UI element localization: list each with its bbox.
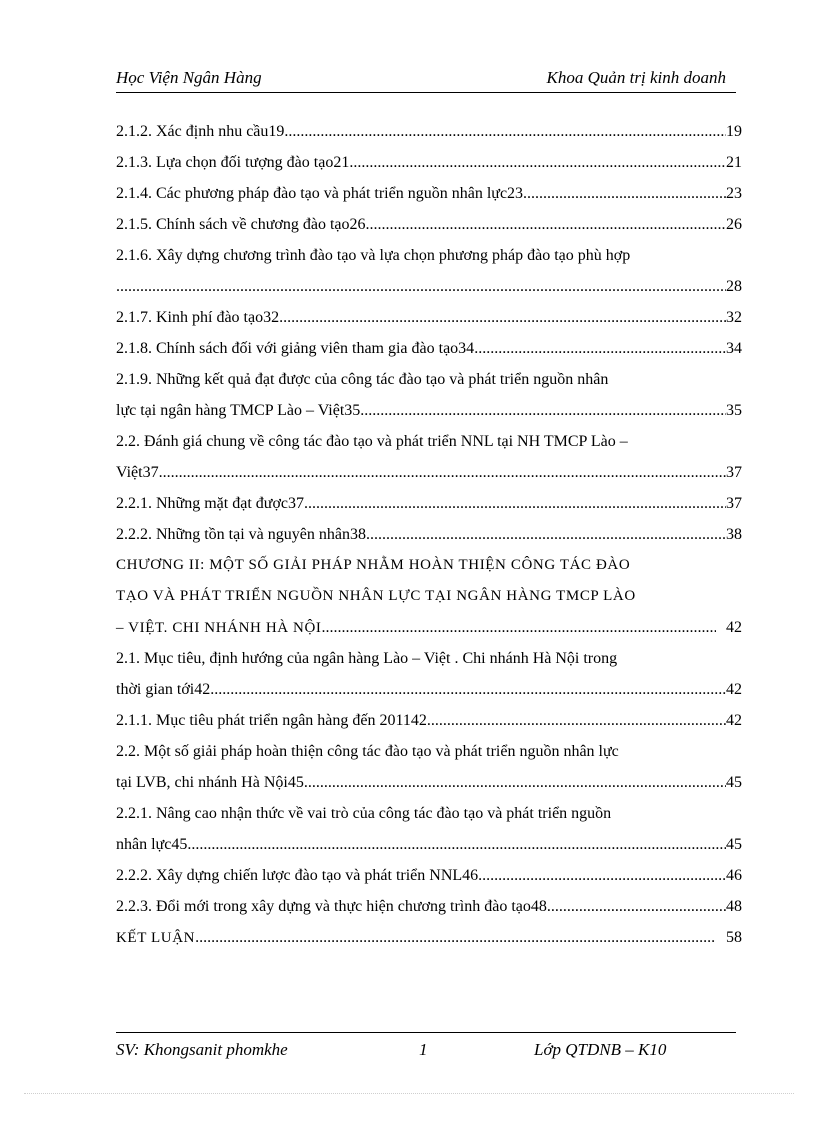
toc-page-number: 35 [726,402,742,419]
toc-line [116,767,742,798]
toc-page-number: 48 [726,898,742,915]
toc-leader-dots [474,333,726,364]
toc-leader-dots [523,178,726,209]
toc-line [116,457,742,488]
toc-line [116,612,742,643]
toc-page-number: 37 [726,495,742,512]
toc-leader-dots [360,395,726,426]
footer-page-number: 1 [419,1040,428,1059]
toc-line [116,178,742,209]
toc-entry-text: 2.1.4. Các phương pháp đào tạo và phát triển nguồn nhân lực23 [116,185,524,202]
toc-entry-text: nhân lực45 [116,836,188,853]
toc-line [116,147,742,178]
toc-line [116,674,742,705]
toc-leader-dots [366,519,726,550]
toc-leader-dots [279,302,726,333]
toc-page-number: 23 [726,185,742,202]
toc-line [116,116,742,147]
toc-page-number: 32 [726,309,742,326]
toc-page-number: 42 [726,619,742,636]
toc-entry-text: lực tại ngân hàng TMCP Lào – Việt35 [116,402,361,419]
toc-line [116,426,742,457]
toc-leader-dots [159,457,726,488]
toc-page-number: 26 [726,216,742,233]
toc-entry-text: – VIỆT. CHI NHÁNH HÀ NỘI [116,620,322,636]
toc-entry-text: CHƯƠNG II: MỘT SỐ GIẢI PHÁP NHẰM HOÀN THIỆN CÔNG TÁC ĐÀO [116,557,631,573]
toc-leader-dots [304,767,726,798]
toc-entry-text: 2.1.6. Xây dựng chương trình đào tạo và lựa chọn phương pháp đào tạo phù hợp [116,247,631,264]
toc-leader-dots [210,674,726,705]
toc-entry-text: TẠO VÀ PHÁT TRIỂN NGUỒN NHÂN LỰC TẠI NGÂN HÀNG TMCP LÀO [116,588,636,604]
toc-line [116,829,742,860]
toc-page-number: 58 [726,929,742,946]
toc-line [116,395,742,426]
toc-leader-dots [547,891,726,922]
toc-page-number: 34 [726,340,742,357]
toc-page-number: 21 [726,154,742,171]
toc-line [116,705,742,736]
toc-entry-text: thời gian tới42 [116,681,211,698]
table-of-contents [116,116,742,953]
toc-entry-text: 2.1.5. Chính sách về chương đào tạo26 [116,216,366,233]
toc-entry-text: 2.1. Mục tiêu, định hướng của ngân hàng Lào – Việt . Chi nhánh Hà Nội trong [116,650,618,667]
toc-page-number: 19 [726,123,742,140]
header-institution: Học Viện Ngân Hàng [116,68,262,87]
toc-leader-dots [322,612,717,643]
toc-page-number: 37 [726,464,742,481]
toc-page-number: 38 [726,526,742,543]
toc-line [116,798,742,829]
page-header [116,66,736,93]
toc-line [116,922,742,953]
toc-entry-text: 2.1.1. Mục tiêu phát triển ngân hàng đến 201142 [116,712,427,729]
toc-entry-text: tại LVB, chi nhánh Hà Nội45 [116,774,304,791]
toc-page-number: 45 [726,774,742,791]
toc-line [116,488,742,519]
toc-leader-dots [187,829,726,860]
toc-entry-text: 2.1.2. Xác định nhu cầu19 [116,123,285,140]
toc-line [116,550,742,581]
toc-entry-text: 2.1.9. Những kết quả đạt được của công tác đào tạo và phát triển nguồn nhân [116,371,609,388]
toc-leader-dots [349,147,726,178]
toc-entry-text: 2.1.7. Kinh phí đào tạo32 [116,309,280,326]
toc-leader-dots [304,488,726,519]
toc-line [116,736,742,767]
toc-page-number: 46 [726,867,742,884]
toc-entry-text: 2.2.1. Nâng cao nhận thức về vai trò của công tác đào tạo và phát triển nguồn [116,805,612,822]
toc-leader-dots [366,209,726,240]
page-footer [116,1032,736,1063]
toc-leader-dots [478,860,726,891]
toc-entry-text: KẾT LUẬN [116,930,196,946]
toc-entry-text: 2.2.3. Đổi mới trong xây dựng và thực hiện chương trình đào tạo48 [116,898,547,915]
footer-student: SV: Khongsanit phomkhe [116,1040,288,1059]
toc-entry-text: 2.2. Một số giải pháp hoàn thiện công tác đào tạo và phát triển nguồn nhân lực [116,743,619,760]
toc-leader-dots [427,705,726,736]
page-edge-divider [24,1093,794,1094]
toc-entry-text: 2.1.3. Lựa chọn đối tượng đào tạo21 [116,154,350,171]
toc-leader-dots [116,271,726,302]
toc-leader-dots [284,116,726,147]
toc-line [116,519,742,550]
footer-class: Lớp QTDNB – K10 [534,1040,667,1059]
toc-entry-text: 2.2.1. Những mặt đạt được37 [116,495,304,512]
toc-page-number: 42 [726,681,742,698]
toc-entry-text: Việt37 [116,464,159,481]
toc-entry-text: 2.2.2. Xây dựng chiến lược đào tạo và phát triển NNL46 [116,867,479,884]
toc-line [116,302,742,333]
toc-page-number: 28 [726,278,742,295]
toc-entry-text: 2.2. Đánh giá chung về công tác đào tạo và phát triển NNL tại NH TMCP Lào – [116,433,628,450]
header-faculty: Khoa Quản trị kinh doanh [546,68,726,87]
toc-line [116,364,742,395]
toc-line [116,240,742,271]
toc-line [116,891,742,922]
toc-page-number: 42 [726,712,742,729]
toc-entry-text: 2.1.8. Chính sách đối với giảng viên tham gia đào tạo34 [116,340,475,357]
toc-line [116,271,742,302]
toc-page-number: 45 [726,836,742,853]
toc-line [116,643,742,674]
toc-leader-dots [195,922,716,953]
toc-line [116,581,742,612]
toc-line [116,860,742,891]
toc-line [116,333,742,364]
toc-line [116,209,742,240]
toc-entry-text: 2.2.2. Những tồn tại và nguyên nhân38 [116,526,366,543]
